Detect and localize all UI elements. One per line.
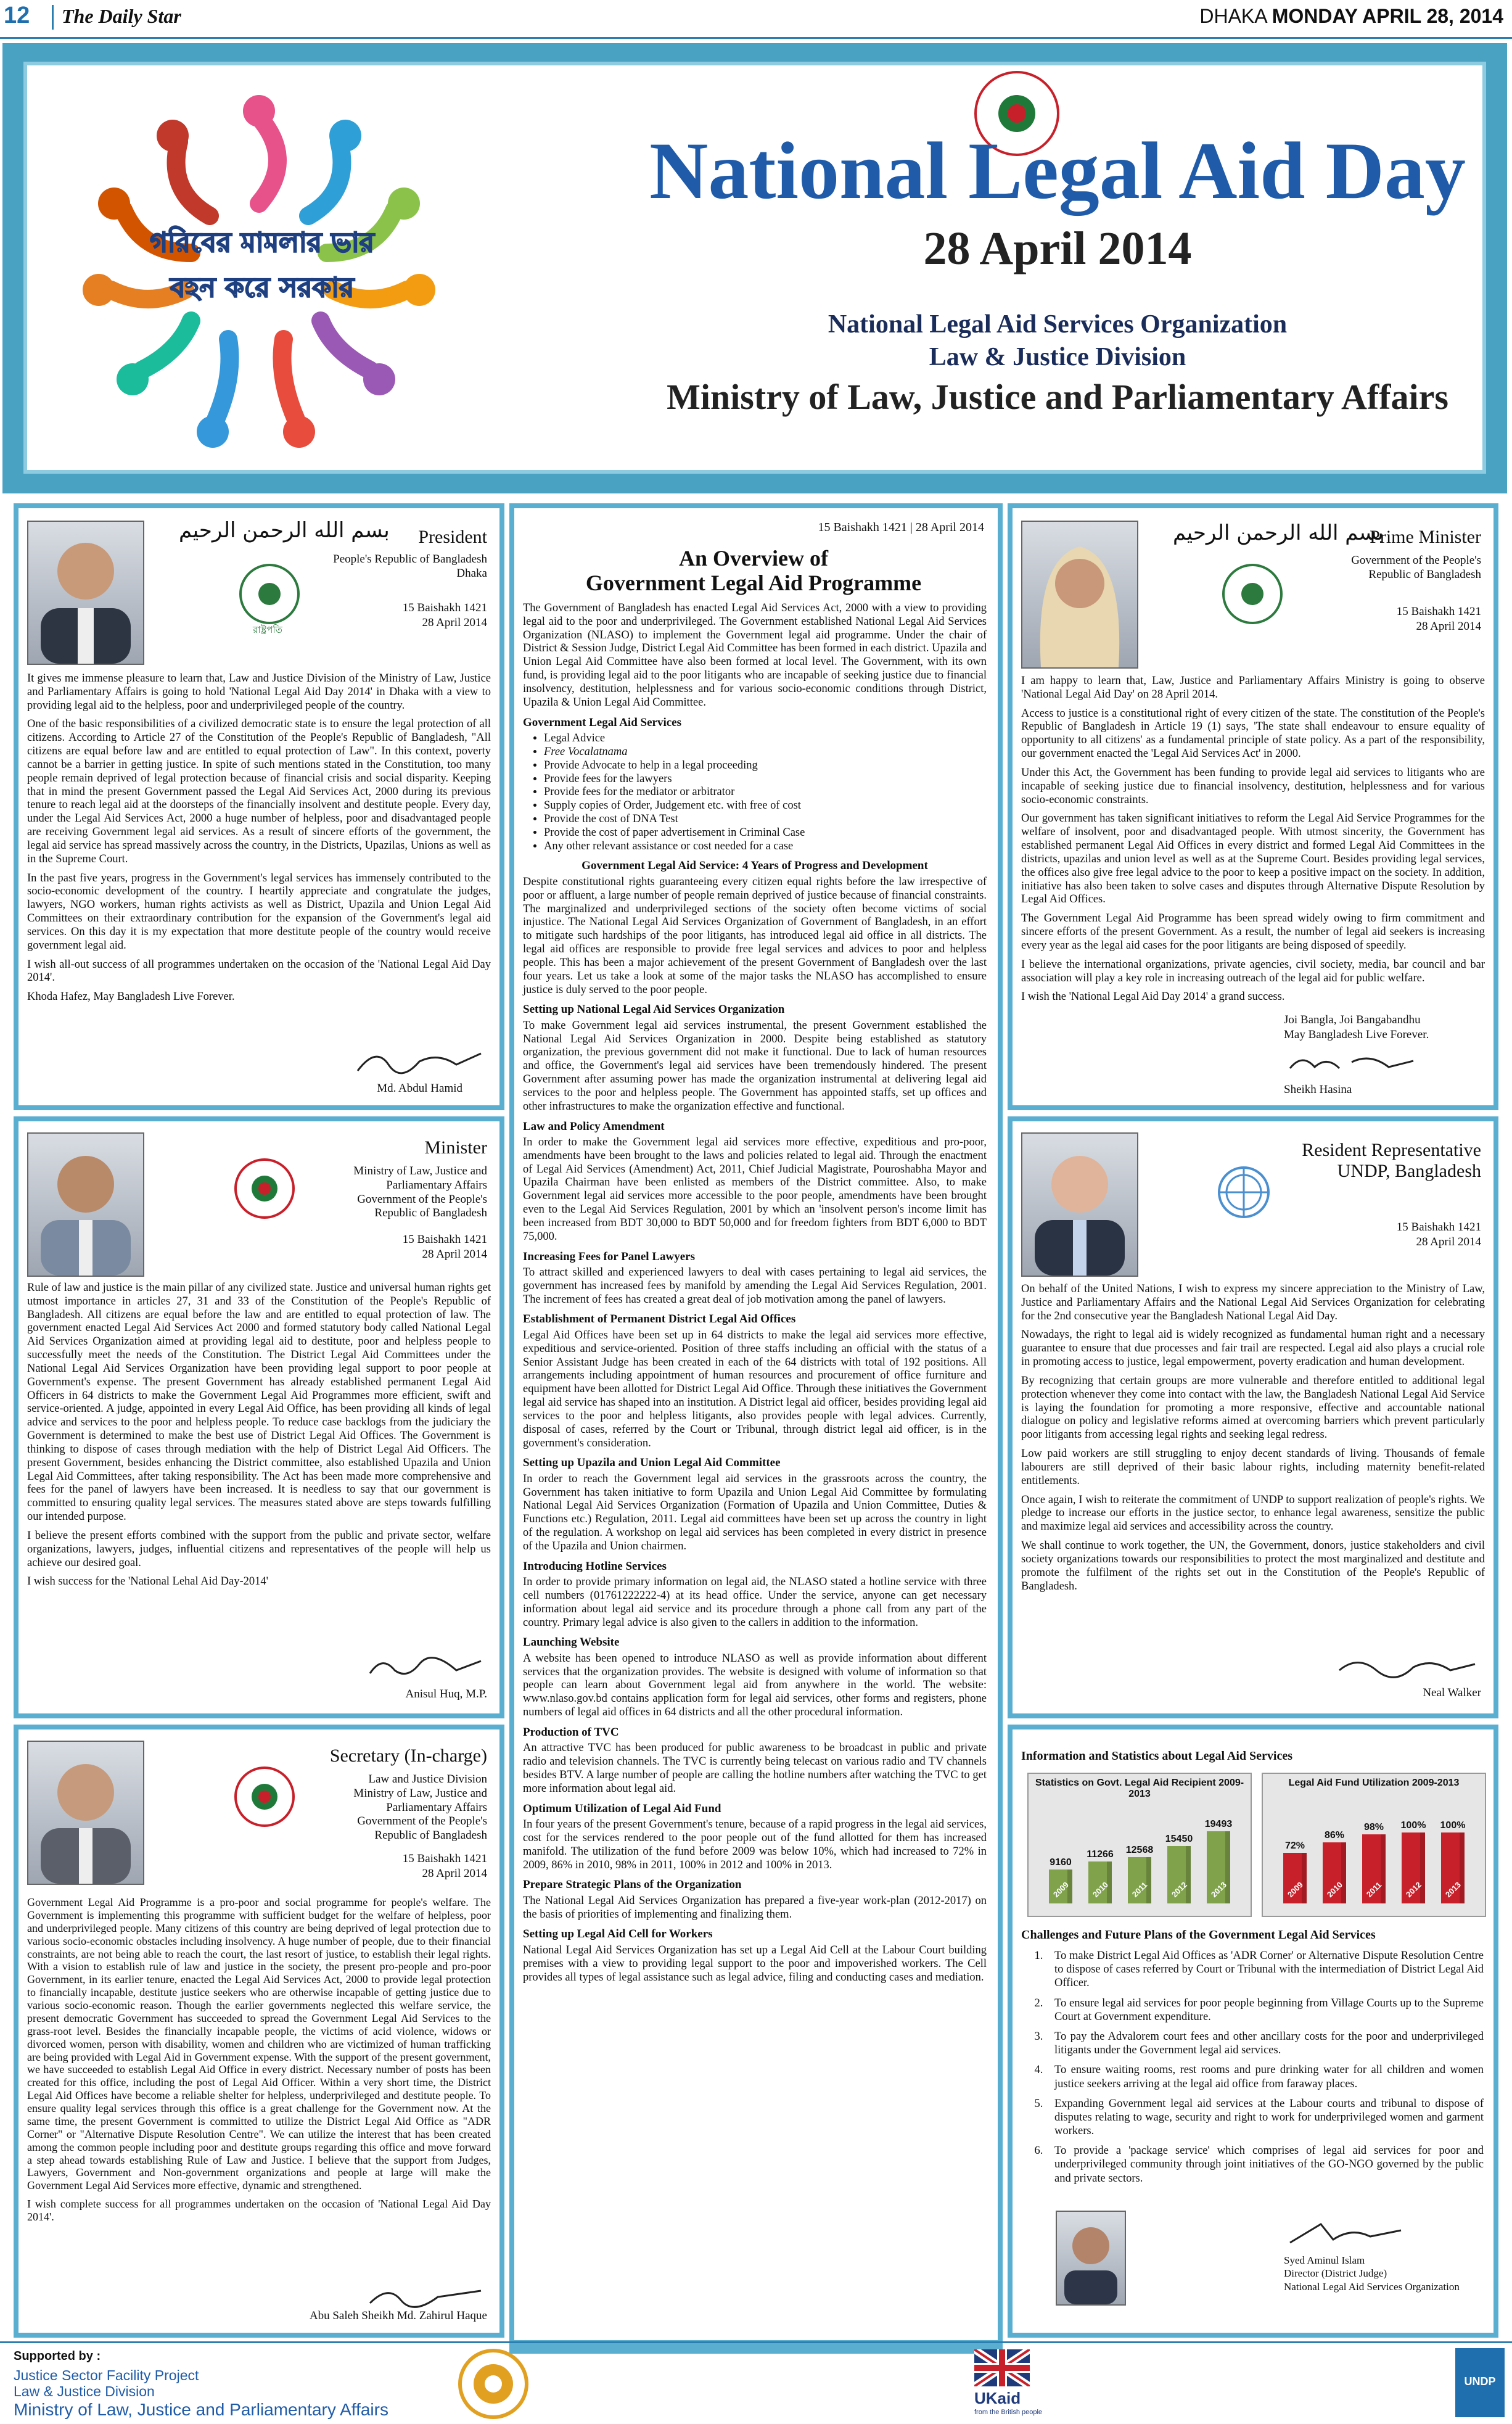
president-title: President [418,527,487,547]
stats-heading: Information and Statistics about Legal Aid Services [1021,1749,1293,1763]
paragraph: I am happy to learn that, Law, Justice and Parliamentary Affairs Ministry is going to observe 'National Legal Aid Day' on 28 April 2014. [1021,675,1485,701]
subtitle-line: Parliamentary Affairs [386,1178,487,1192]
portrait-icon [1057,2212,1125,2304]
minister-subtitle [302,1165,487,1221]
title-line: An Overview of [679,546,828,571]
minister-message [27,1282,491,1594]
secretary-signature-name: Abu Saleh Sheikh Md. Zahirul Haque [309,2309,487,2322]
paper-name: The Daily Star [62,5,181,27]
list-item: • Provide Advocate to help in a legal proceeding [544,759,987,773]
president-signature-icon [351,1046,487,1077]
secretary-photo [27,1741,144,1885]
progress-heading: Government Legal Aid Service: 4 Years of Progress and Development [581,859,928,873]
section-heading: Increasing Fees for Panel Lawyers [523,1250,695,1263]
minister-panel [14,1116,504,1718]
director-title: Director (District Judge) [1284,2267,1387,2280]
intro-paragraph: The Government of Bangladesh has enacted Legal Aid Services Act, 2000 with a view to providing legal aid to the poor and underprivileged. The Government established National Legal Aid Services Organization (NLASO) to implement the Government legal aid programme. Under the chair of District & Session Judge, District Legal Aid Committee has been formed in each district. Upazila and Union Legal Aid Committee have also been formed at local level. The Government, with its own fund, is providing legal aid to the poor litigants who are incapable of seeking justice due to financial insolvency, destitution, helplessness and for various socio-economic conditions through District, Upazila & Union Legal Aid Committee. [523,602,987,709]
undp-signature-icon [1333,1652,1481,1683]
undp-representative-photo [1021,1132,1138,1277]
paragraph: Khoda Hafez, May Bangladesh Live Forever. [27,991,235,1004]
tick-label: 2010 [1325,1879,1344,1900]
tick-label: 2013 [1209,1879,1228,1900]
subtitle-line: People's Republic of Bangladesh [333,553,487,566]
footer [0,2341,1512,2423]
prime-minister-message [1021,675,1485,1010]
paragraph: On behalf of the United Nations, I wish to express my sincere appreciation to the Ministry of Law, Justice and Parliamentary Affairs and the National Legal Aid Services Organization for celebrating for the 2nd consecutive year the Bangladesh National Legal Aid Day. [1021,1283,1485,1322]
dateline-city: DHAKA [1199,5,1267,27]
paragraph: A website has been opened to introduce NLASO as well as provide information about different services that the organization provides. The website is designed with volume of information so that people can learn about Government legal aid from anywhere in the world. The website: www.nlaso.gov.bd contains application form for legal aid services, other forms and registers, phone numbers of legal aid offices in 64 districts and all the other procedural information. [523,1652,987,1719]
paragraph: Government Legal Aid Programme is a pro-poor and social programme for people's welfare. The Government is implementing this programme with sufficient budget for the welfare of helpless, poor and underprivileged people. Many citizens of this country are being deprived of legal protection due to various socio-economic obstacles including insolvency. A huge number of people, due to their financial constraints, are not being able to reach the court, the last resort of justice, to establish their legal rights. With a vision to establish rule of law and justice in the society, the present pro-people and pro-poor Government, in its earlier tenure, enacted the Legal Aid Services Act, 2000 to provide legal protection to financially incapable, destitute justice seekers who are otherwise incapable of getting justice due to various socio-economic reason. Though the earlier governments neglected this welfare service, the present democratic Government has succeeded to spread the Government Legal Aid Services to the grass-root level. Besides the financially incapable people, the victims of acid violence, widows or divorced women, person with disability, women and children who are victimized of human trafficking are being provided with Legal Aid in Government expense. With the support of the present government, we have succeeded to establish Legal Aid Office in every district. Necessary number of posts has been created for this office, including the post of Legal Aid Officer. Within a very short time, the District Legal Aid Offices have become a reliable shelter for helpless, underprivileged and destitute people. To ensure quality legal services through this office is a great challenge for the Government now. At the same time, the present Government is committed to utilize the District Legal Aid Office as "ADR Corner" or "Alternative Dispute Resolution Centre". We can utilize the interest that has been created among the common people including poor and destitute groups regarding this office and move forward a step ahead towards establishing Rule of Law and Justice. I believe that the support from Judges, Lawyers, Government and Non-government organizations and people at large will make the Government Legal Aid Services more effective, dynamic and strengthened. [27,1896,491,2192]
closing-line: Joi Bangla, Joi Bangabandhu [1284,1013,1421,1026]
list-item: • Provide the cost of paper advertisement in Criminal Case [544,827,987,840]
slogan [117,222,407,315]
un-emblem-icon [1216,1165,1272,1220]
prime-minister-signature-icon [1284,1050,1420,1078]
section-heading: Setting up National Legal Aid Services Organization [523,1003,785,1016]
undp-title [1284,1140,1481,1182]
legal-aid-footer-logo-icon [456,2347,530,2421]
undp-signature-name: Neal Walker [1423,1686,1481,1699]
stats-panel [1008,1725,1498,2338]
section-heading: Launching Website [523,1636,620,1649]
undp-logo-icon [1455,2348,1505,2417]
paragraph: National Legal Aid Services Organization has set up a Legal Aid Cell at the Labour Court building premises with a view to providing legal support to the poor and impoverished workers. The Cell provides all types of legal assistance such as legal advice, filing and conducting cases and mediation. [523,1944,987,1984]
director-block [1284,2254,1487,2293]
overview-panel [509,503,1003,2354]
subtitle-line: Law and Justice Division [368,1773,487,1786]
paragraph: To attract skilled and experienced lawyers to deal with cases pertaining to legal aid services, the government has increased fees by manifold by amending the Legal Aid Services Regulation, 2001. The increment of fees has created a great deal of job motivation among the panel of lawyers. [523,1266,987,1306]
data-label: 72% [1284,1841,1305,1851]
paragraph: Nowadays, the right to legal aid is widely recognized as fundamental human right and a necessary guarantee to ensure that due processes and fair trail are respected. Legal aid also plays a crucial role in promoting access to justice, legal empowerment, poverty eradication and human development. [1021,1329,1485,1369]
section-heading: Optimum Utilization of Legal Aid Fund [523,1802,721,1815]
paragraph: The National Legal Aid Services Organization has prepared a five-year work-plan (2012-2017) on the basis of priorities of implementing and finalizing them. [523,1894,987,1921]
closing-line: May Bangladesh Live Forever. [1284,1028,1429,1041]
overview-dateline: 15 Baishakh 1421 | 28 April 2014 [818,521,984,534]
plans-heading: Challenges and Future Plans of the Government Legal Aid Services [1021,1928,1376,1942]
director-name: Syed Aminul Islam [1284,2254,1365,2266]
paragraph: In order to reach the Government legal aid services in the grassroots across the country, the Government has taken initiative to form Upazila and Union Legal Aid Committee by formulating National Legal Aid Services Organization (Formation of Upazila and Union Committee, Duties & Functions etc.) Regulation, 2011. Legal aid committees have been set up across the country in light of the regulation. A workshop on legal aid services has been completed in every district in presence of the Upazila and Union chairmen. [523,1472,987,1552]
minister-date [302,1232,487,1262]
director-org: National Legal Aid Services Organization [1284,2280,1460,2293]
recipient-chart [1027,1773,1252,1917]
masthead [0,0,1512,39]
fund-utilization-chart [1262,1773,1486,1917]
prime-minister-subtitle [1284,554,1481,582]
title-line: Resident Representative [1302,1140,1481,1160]
portrait-icon [28,1134,143,1276]
minister-title: Minister [424,1137,487,1158]
paragraph: One of the basic responsibilities of a civilized democratic state is to ensure the legal protection of all citizens. According to Article 27 of the Constitution of the People's Republic of Bangladesh, "All citizens are equal before law and are entitled to equal protection of Law". In this context, poverty cannot be a barrier in getting justice. In spite of such mentions stated in the Constitution, too many people remain deprived of legal protection because of financial crisis and social disparity. Keeping that in mind the present Government passed the Legal Aid Services Act, 2000 during its previous tenure to reach legal aid at the doorsteps of the financially insolvent and destitute people. Every day, under the Legal Aid Services Act, 2000 a huge number of helpless, poor and disadvantaged people are receiving Government legal aid services. As a result of sincere efforts of the government, the legal aid service has spread massively across the country, in the Districts, Upazilas, Unions as well as in the Supreme Court. [27,718,491,865]
supporter-block [14,2368,388,2419]
paragraph: Despite constitutional rights guaranteeing every citizen equal rights before the law irrespective of poor or affluent, a large number of people remain deprived of justice because of financial constraints. The marginalized and underprivileged sections of the society often become victims of social injustice. The National Legal Aid Services Organization of Government of Bangladesh, in an effort to mitigate such hardships of the poor litigants, has introduced legal aid office in all districts. The legal aid offices are responsible to provide free legal services and advices to poor and helpless people. This has been a major achievement of the present Government of Bangladesh over the last four years. Let us take a look at some of the major tasks the NLASO has accomplished to ensure justice is duly served to the poor people. [523,875,987,996]
prime-minister-signature-name: Sheikh Hasina [1284,1083,1352,1096]
list-item: • Provide fees for the mediator or arbitrator [544,786,987,799]
paragraph: We shall continue to work together, the UN, the Government, donors, justice stakeholders and civil society organizations towards our responsibilities to protect the most marginalized and destitute and promote the fulfilment of the rights set out in the Constitution of the People's Republic of Bangladesh. [1021,1540,1485,1593]
chart-plot-area [1041,1811,1238,1903]
paragraph: I wish all-out success of all programmes undertaken on the occasion of the 'National Legal Aid Day 2014'. [27,958,491,984]
paragraph: Rule of law and justice is the main pillar of any civilized state. Justice and universal human rights get utmost importance in articles 27, 31 and 33 of the Constitution of the People's Republic of Bangladesh. All citizens are equal before the law and are entitled to equal protection of law. The government enacted Legal Aid Services Act 2000 and formed statutory body called National Legal Aid Services Organization aimed at providing legal aid to destitute, poor and helpless people to successfully meet the needs of the Constitution. The District Legal Aid Committees under the National Legal Aid Services Organization have been providing legal support to poor people at Government's expense. The present Government has already established permanent Legal Aid Officers in 64 districts to make the Government Legal Aid Programmes more efficient, swift and service-oriented. A judge, appointed in every Legal Aid Office, has been providing all kinds of legal advice and services to the poor and helpless people. To reduce case backlogs from the judiciary the Government is determined to make the best use of District Legal Aid Offices. The Government is thinking to dispose of cases through mediation with the help of District Legal Aid Officers. The present Government, besides enhancing the District committee, also established Upazila and Union Legal Aid Committees, after taking responsibility. The Act has been made more comprehensive and fees for the panel of lawyers have been increased. It is needless to say that our government is committed to ensuring quality legal services. The measures stated above are steps towards fulfilling our intended purpose. [27,1282,491,1523]
portrait-icon [1022,522,1137,667]
paragraph: It gives me immense pleasure to learn that, Law and Justice Division of the Ministry of Law, Justice and Parliamentary Affairs is going to hold 'National Legal Aid Day 2014' in Dhaka with a view to providing legal aid to the helpless, poor and underprivileged people of the country. [27,672,491,712]
paragraph: Our government has taken significant initiatives to reform the Legal Aid Service Programmes for the welfare of insolvent, poor and disadvantaged people. With utmost sincerity, the Government has established permanent Legal Aid Offices in every district and formed Legal Aid Committees in the districts, upazilas and union level as well as at the Supreme Court. Besides providing legal services, the offices also give free legal advice to the poor to keep a positive impact on the society. In addition, initiative has also been taken to solve cases and disputes through Alternative Dispute Resolution by Legal Aid Offices. [1021,812,1485,906]
prime-minister-title: Prime Minister [1370,527,1481,547]
data-label: 100% [1400,1820,1426,1831]
tick-label: 2010 [1090,1879,1110,1900]
chart-title: Legal Aid Fund Utilization 2009-2013 [1288,1778,1460,1788]
subtitle-line: Government of the People's [357,1815,487,1828]
services-heading: Government Legal Aid Services [523,715,681,729]
list-item: 3. To pay the Advalorem court fees and other ancillary costs for the poor and underprivileged litigants under the Government legal aid services. [1046,2030,1484,2057]
organizer-line-2: Law & Justice Division [929,342,1186,371]
section-heading: Production of TVC [523,1725,619,1739]
subtitle-line: Government of the People's [357,1192,487,1206]
secretary-panel-inner [18,1729,499,2333]
chart-plot-area [1275,1811,1473,1903]
secretary-subtitle [290,1773,487,1843]
subtitle-line: Ministry of Law, Justice and [353,1165,487,1177]
paragraph: I wish success for the 'National Lehal Aid Day-2014' [27,1575,268,1588]
president-emblem-icon [239,564,300,624]
list-item: • Supply copies of Order, Judgement etc. with free of cost [544,799,987,813]
section-heading: Introducing Hotline Services [523,1559,667,1573]
title-line: Government Legal Aid Programme [585,570,922,595]
list-item: 1. To make District Legal Aid Offices as 'ADR Corner' or Alternative Dispute Resolution Centre to dispose of cases referred by Court or Tribunal with the intermediation of District Legal Aid Officer. [1046,1949,1484,1990]
paragraph: In four years of the present Government's tenure, because of a rapid progress in the legal aid services, cost for the services rendered to the poor people out of the fund allotted for them has increased manifold. The utilization of the fund before 2009 was below 10%, which had increased to 72% in 2009, 86% in 2010, 98% in 2011, 100% in 2012 and 100% in 2013. [523,1818,987,1871]
portrait-icon [28,522,143,664]
union-flag-icon [974,2349,1030,2386]
plans-list [1046,1949,1484,2185]
title-line: UNDP, Bangladesh [1337,1161,1481,1181]
portrait-icon [1022,1134,1137,1276]
data-label: 100% [1440,1820,1466,1831]
prime-minister-date [1284,604,1481,634]
services-list [544,732,987,853]
date-line: 15 Baishakh 1421 [402,601,487,614]
date-line: 15 Baishakh 1421 [1396,605,1481,618]
list-item: • Provide the cost of DNA Test [544,813,987,827]
date-line: 28 April 2014 [1416,1235,1481,1248]
pm-emblem-icon [1222,564,1283,624]
slogan-line-2: বহন করে সরকার [170,272,355,303]
plans-list-wrap [1021,1949,1484,2191]
paragraph: An attractive TVC has been produced for public awareness to be broadcast in public and private radio and television channels. The TVC is currently being telecast on various radio and TV channels besides BTV. A large number of people are calling the hotline numbers after watching the TVC to get more information about legal aid. [523,1742,987,1795]
secretary-panel [14,1725,504,2338]
data-label: 9160 [1050,1857,1072,1868]
minister-panel-inner [18,1121,499,1713]
secretary-title: Secretary (In-charge) [329,1746,487,1766]
director-photo [1056,2211,1126,2306]
undp-message [1021,1283,1485,1599]
overview-panel-inner [514,508,998,2340]
ministry: Ministry of Law, Justice and Parliamentary Affairs [667,377,1448,417]
list-item: • Provide fees for the lawyers [544,773,987,786]
ukaid-logo: UKaid [974,2389,1021,2407]
tick-label: 2011 [1364,1880,1384,1899]
section-heading: Setting up Legal Aid Cell for Workers [523,1927,713,1941]
list-item: • Legal Advice [544,732,987,746]
organizer-line-1: National Legal Aid Services Organization [828,310,1288,339]
data-label: 98% [1363,1822,1384,1832]
page-number: 12 [4,2,30,28]
paragraph: I believe the international organizations, private agencies, civil society, media, bar council and bar association will play a key role in increasing outreach of the legal aid for public welfare. [1021,958,1485,984]
minister-signature-icon [364,1652,487,1683]
subtitle-line: Republic of Bangladesh [374,1206,487,1220]
stats-panel-inner [1013,1729,1494,2333]
list-item: 6. To provide a 'package service' which comprises of legal aid services for poor and underprivileged community through joint initiatives of the GO-NGO governed by the public and private sectors. [1046,2144,1484,2185]
president-date [314,601,487,630]
secretary-date [290,1852,487,1881]
supporter-line: Ministry of Law, Justice and Parliamentary Affairs [14,2399,388,2419]
paragraph: Under this Act, the Government has been funding to provide legal aid services to litigants who are incapable of seeking justice due to financial insolvency, destitution, helplessness and for various socio-economic constraints. [1021,766,1485,806]
chart-bar [1128,1857,1151,1903]
paragraph: By recognizing that certain groups are more vulnerable and therefore entitled to additional legal protection whenever they come into contact with the law, the Bangladesh National Legal Aid Service is laying the foundation for promoting a more responsive, effective and accountable national dialogue on policy and legislative reforms aimed at overcoming barriers which prevent particularly poor litigants from accessing legal rights and seeking legal redress. [1021,1374,1485,1441]
prime-minister-photo [1021,521,1138,669]
tick-label: 2012 [1403,1879,1423,1900]
dateline-date: MONDAY APRIL 28, 2014 [1272,5,1503,27]
date-line: 15 Baishakh 1421 [402,1852,487,1865]
president-panel-inner [18,508,499,1105]
undp-panel-inner [1013,1121,1494,1713]
subtitle-line: Ministry of Law, Justice and [353,1786,487,1800]
tick-label: 2013 [1443,1879,1463,1900]
slogan-line-1: গরিবের মামলার ভার [150,227,374,258]
paragraph: I wish the 'National Legal Aid Day 2014' a grand success. [1021,991,1285,1004]
list-item: 5. Expanding Government legal aid services at the Labour courts and tribunal to dispose of disputes relating to wage, security and right to work for underprivileged women and garment workers. [1046,2097,1484,2138]
date-line: 15 Baishakh 1421 [402,1233,487,1246]
bismillah-calligraphy: بسم الله الرحمن الرحيم [1173,521,1384,545]
paragraph: Once again, I wish to reiterate the commitment of UNDP to support realization of people's rights. We pledge to increase our efforts in the justice sector, to enhance legal awareness, sensitize the public and maximize legal aid services and accessibility across the country. [1021,1493,1485,1533]
undp-date [1284,1220,1481,1250]
subtitle-line: Republic of Bangladesh [1368,567,1481,581]
tick-label: 2009 [1051,1879,1070,1900]
emblem-caption: রাষ্ট্রপতি [253,624,282,635]
overview-title [523,546,984,595]
event-date: 28 April 2014 [923,223,1192,274]
prime-minister-panel [1008,503,1498,1110]
data-label: 12568 [1125,1845,1154,1855]
section-heading: Prepare Strategic Plans of the Organization [523,1878,742,1892]
section-heading: Establishment of Permanent District Legal Aid Offices [523,1313,796,1326]
bismillah-calligraphy: بسم الله الرحمن الرحيم [179,518,390,543]
president-panel [14,503,504,1110]
paragraph: The Government Legal Aid Programme has been spread widely owing to firm commitment and sincere efforts of the present Government. As a result, the number of legal aid seekers is increasing every year as the legal aid cases for the poor litigants are being disposed of speedily. [1021,912,1485,952]
paragraph: To make Government legal aid services instrumental, the present Government established the National Legal Aid Services Organization in 2000. Despite being established as statutory organization, the previous government did not make it functional. Due to lack of human resources and office, the Government's legal aid services have been tremendously hindered. The present Government after assuming power has made the organization instrumental at delivering legal aid services to the poor and helpless people. The Government has appointed staffs, set up offices and other infrastructures to make the organization effective and functional. [523,1019,987,1113]
organizer [641,308,1474,373]
director-signature-icon [1284,2218,1407,2249]
paragraph: In the past five years, progress in the Government's legal services has immensely contributed to the socio-economic development of the country. I heartily appreciate and congratulate the judges, lawyers, NGO workers, human rights activists as well as District, Upazila and Union Legal Aid Committees on their extraordinary contribution for the expansion of the Government's legal aid services. On this day it is my expectation that more destitute people of the country would receive government legal aid. [27,872,491,952]
chart-title: Statistics on Govt. Legal Aid Recipient 2009-2013 [1035,1778,1244,1799]
prime-minister-panel-inner [1013,508,1494,1105]
subtitle-line: Dhaka [456,566,487,580]
date-line: 28 April 2014 [1416,619,1481,633]
supporter-line: Law & Justice Division [14,2383,155,2399]
secretary-signature-icon [364,2285,487,2309]
paragraph: I believe the present efforts combined with the support from the public and private sector, welfare organizations, lawyers, judges, influential citizens and representatives of the people will help us achieve our desired goal. [27,1529,491,1569]
list-item: • Free Vocalatnama [544,746,987,759]
subtitle-line: Parliamentary Affairs [386,1800,487,1814]
list-item: 2. To ensure legal aid services for poor people beginning from Village Courts up to the Supreme Court at Government expenditure. [1046,1997,1484,2024]
subtitle-line: Republic of Bangladesh [374,1829,487,1842]
dateline [1199,5,1503,28]
tick-label: 2009 [1285,1879,1305,1900]
president-photo [27,521,144,665]
president-subtitle [314,553,487,581]
ministry-emblem-icon [234,1766,295,1827]
paragraph: Access to justice is a constitutional right of every citizen of the state. The constitution of the People's Republic of Bangladesh in Article 19 (1) says, 'The state shall endeavour to ensure equality of opportunity to all citizens' as a fundamental principle of state policy. As a part of the responsibility, our government enacted the 'Legal Aid Services Act' in 2000. [1021,707,1485,761]
masthead-divider [52,5,54,30]
data-label: 19493 [1204,1819,1233,1829]
tick-label: 2012 [1169,1879,1189,1900]
paragraph: In order to provide primary information on legal aid, the NLASO stated a hotline service with three cell numbers (01761222222-4) at its head office. Under the service, anyone can get necessary information about legal aid service and its procedure through a phone call from any part of the country. Primary legal advice is also given to the callers in addition to the information. [523,1576,987,1629]
undp-logo-text: UNDP [1464,2375,1496,2388]
ministry-emblem-icon [234,1158,295,1219]
paragraph: Legal Aid Offices have been set up in 64 districts to make the legal aid services more effective, expeditious and service-oriented. Position of three staffs including an official with the status of a Senior Assistant Judge has been created in each of the 64 districts with total of 192 positions. All arrangements including appointment of human resources and procurement of office furniture and equipment have been allotted for District Legal Aid Office. Through these initiatives the Government legal aid service has shaped into an institution. A District legal aid officer, besides providing legal aid services to the poor and helpless litigants, also provides people with legal advices. Currently, disposal of cases, referred by the Court or Tribunal, through district legal aid officer, is in the government's consideration. [523,1329,987,1449]
subtitle-line: Government of the People's [1351,554,1481,567]
page-title: National Legal Aid Day [649,125,1466,216]
prime-minister-closing [1284,1013,1481,1042]
president-message [27,672,491,1010]
list-item: 4. To ensure waiting rooms, rest rooms and pure drinking water for all children and women justice seekers arriving at the legal aid office from faraway places. [1046,2063,1484,2090]
paragraph: In order to make the Government legal aid services more effective, expeditious and pro-poor, amendments have been brought to the laws and policies related to legal aid. Through the enactment of Legal Aid Services (Amendment) Act, 2011, Chief Judicial Magistrate, Pouroshabha Mayor and Upazila Chairman have been enlisted as members of the District committee. Also, to make Government legal aid services more accessible to the poor people, amendments have been brought even to the Legal Aid Services Regulation, 2001 by which an 'insolvent person's income limit has been increased from BDT 30,000 to BDT 50,000 and for freedom fighters from BDT 6,000 to BDT 75,000. [523,1136,987,1243]
paragraph: Low paid workers are still struggling to enjoy decent standards of living. Thousands of female labourers are still deprived of their basic labour rights, including maternity benefit-related entitlements. [1021,1448,1485,1487]
undp-panel [1008,1116,1498,1718]
supporter-line: Justice Sector Facility Project [14,2367,199,2383]
date-line: 15 Baishakh 1421 [1396,1221,1481,1234]
section-heading: Law and Policy Amendment [523,1119,665,1133]
president-signature-name: Md. Abdul Hamid [377,1082,462,1095]
tick-label: 2011 [1130,1880,1149,1899]
secretary-message [27,1896,491,2229]
data-label: 86% [1324,1830,1345,1841]
supported-by: Supported by : [14,2349,101,2363]
minister-photo [27,1132,144,1277]
list-item: • Any other relevant assistance or cost needed for a case [544,840,987,854]
date-line: 28 April 2014 [422,1247,487,1261]
data-label: 11266 [1087,1849,1114,1860]
date-line: 28 April 2014 [422,616,487,629]
data-label: 15450 [1165,1834,1193,1844]
portrait-icon [28,1742,143,1884]
minister-signature-name: Anisul Huq, M.P. [405,1688,487,1701]
paragraph: I wish complete success for all programmes undertaken on the occasion of 'National Legal Aid Day 2014'. [27,2198,491,2223]
section-heading: Setting up Upazila and Union Legal Aid Committee [523,1456,781,1470]
ukaid-tagline: from the British people [974,2409,1043,2416]
date-line: 28 April 2014 [422,1866,487,1880]
overview-body [523,602,987,1990]
